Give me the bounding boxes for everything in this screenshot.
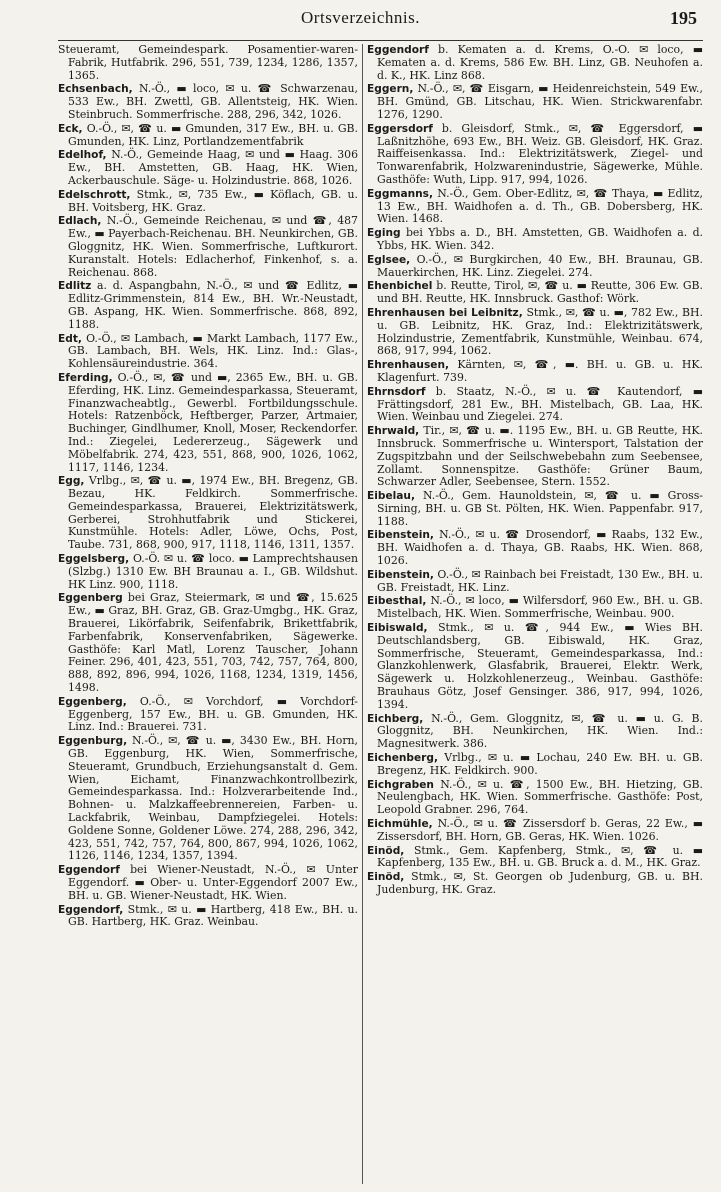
entry-description: bei Wiener-Neustadt, N.-Ö., ✉ Unter Eggendorf. ▬ Ober- u. Unter-Eggendorf 2007 Ew., BH. u. GB. Wiener-Neustadt, HK. Wien. <box>68 863 358 902</box>
entry-place-name: Edlitz <box>58 280 92 293</box>
directory-entry <box>367 622 703 712</box>
entry-place-name: Eichgraben <box>367 778 434 791</box>
header-rule <box>58 40 703 41</box>
entry-description: N.-Ö., ✉ loco, ▬ Wilfersdorf, 960 Ew., BH. u. GB. Mistelbach, HK. Wien. Sommerfrische, Weinbau. 900. <box>377 594 703 621</box>
directory-entry <box>58 149 358 187</box>
entry-place-name: Einöd, <box>367 844 405 857</box>
entry-place-name: Eggendorf <box>367 44 429 56</box>
entry-place-name: Eging <box>367 227 401 240</box>
entry-place-name: Echsenbach, <box>58 83 133 96</box>
entry-description: Stmk., Gem. Kapfenberg, Stmk., ✉, ☎ u. ▬ Kapfenberg, 135 Ew., BH. u. GB. Bruck a. d. M., HK. Graz. <box>377 843 703 870</box>
directory-entry <box>367 752 703 778</box>
entry-description: N.-Ö., Gem. Haunoldstein, ✉, ☎ u. ▬ Gross-Sirning, BH. u. GB St. Pölten, HK. Wien. Pappenfabr. 917, 1188. <box>377 489 703 528</box>
entry-place-name: Eichenberg, <box>367 752 439 765</box>
entry-place-name: Eggendorf <box>58 864 120 877</box>
entry-place-name: Ehrenhausen, <box>367 359 450 372</box>
directory-entry <box>58 372 358 474</box>
entry-place-name: Edelhof, <box>58 149 107 162</box>
entry-place-name: Eglsee, <box>367 253 411 266</box>
entry-description: Vrlbg., ✉, ☎ u. ▬, 1974 Ew., BH. Bregenz, GB. Bezau, HK. Feldkirch. Sommerfrische. Gemeindesparkassa, Brauerei, Elektrizitätswerk, Gerberei, Strohhutfabrik und Stickerei, Kunstmühle. Hotels: Adler, Löwe, Ochs, Post, Taube. 731, 868, 900, 917, 1118, 1146, 1311, 1357. <box>68 474 358 552</box>
page-title: Ortsverzeichnis. <box>301 8 420 27</box>
entry-description: N.-Ö., ▬ loco, ✉ u. ☎ Schwarzenau, 533 Ew., BH. Zwettl, GB. Allentsteig, HK. Wien. Steinbruch. Sommerfrische. 288, 296, 342, 1026. <box>68 82 358 121</box>
entry-place-name: Eggmanns, <box>367 187 434 200</box>
entry-place-name: Eggenburg, <box>58 735 128 748</box>
entry-place-name: Edlach, <box>58 215 102 228</box>
column-divider <box>362 44 363 1184</box>
entry-place-name: Egg, <box>58 475 85 488</box>
directory-entry <box>58 44 358 82</box>
entry-description: N.-Ö., Gemeinde Haag, ✉ und ▬ Haag. 306 Ew., BH. Amstetten, GB. Haag, HK. Wien, Ackerbauschule. Säge- u. Holzindustrie. 868, 1026. <box>68 148 358 187</box>
directory-entry <box>58 592 358 694</box>
entry-place-name: Eibiswald, <box>367 622 428 635</box>
page-header <box>0 6 721 36</box>
directory-entry <box>367 188 703 226</box>
directory-entry <box>58 735 358 863</box>
directory-entry <box>367 871 703 897</box>
entry-place-name: Eferding, <box>58 371 113 384</box>
directory-entry <box>367 386 703 424</box>
entry-description: Tir., ✉, ☎ u. ▬. 1195 Ew., BH. u. GB Reutte, HK. Innsbruck. Sommerfrische u. Wintersport, Talstation der Zugspitzbahn und der Seilschwebebahn zum Seebensee, Zollamt. Sonnenspitze. Gasthöfe: Grüner Baum, Schwarzer Adler, Seebensee, Stern. 1552. <box>377 424 703 489</box>
entry-place-name: Edt, <box>58 332 82 345</box>
entry-place-name: Ehrenhausen bei Leibnitz, <box>367 306 523 319</box>
entry-place-name: Eichmühle, <box>367 818 433 831</box>
entry-description: b. Kematen a. d. Krems, O.-Ö. ✉ loco, ▬ Kematen a. d. Krems, 586 Ew. BH. Linz, GB. Neuhofen a. d. K., HK. Linz 868. <box>377 44 703 82</box>
directory-entry <box>367 818 703 844</box>
directory-entry <box>367 254 703 280</box>
entry-description: Steueramt, Gemeindespark. Posamentier-waren-Fabrik, Hutfabrik. 296, 551, 739, 1234, 1286, 1357, 1365. <box>58 44 358 82</box>
directory-entry <box>367 569 703 595</box>
entry-place-name: Eggelsberg, <box>58 553 130 566</box>
entry-description: bei Ybbs a. D., BH. Amstetten, GB. Waidhofen a. d. Ybbs, HK. Wien. 342. <box>377 226 703 252</box>
entry-description: Kärnten, ✉, ☎, ▬. BH. u. GB. u. HK. Klagenfurt. 739. <box>377 358 703 384</box>
entry-place-name: Einöd, <box>367 871 405 884</box>
directory-entry <box>367 227 703 253</box>
directory-entry <box>58 215 358 279</box>
entry-description: N.-Ö., Gemeinde Reichenau, ✉ und ☎, 487 Ew., ▬ Payerbach-Reichenau. BH. Neunkirchen, GB. Gloggnitz, HK. Wien. Sommerfrische, Luftkurort. Kuranstalt. Hotels: Edlacherhof, Finkenhof, s. a. Reichenau. 868. <box>68 214 358 279</box>
entry-place-name: Ehenbichel <box>367 280 433 293</box>
entry-place-name: Eibesthal, <box>367 595 427 608</box>
directory-entry <box>367 280 703 306</box>
directory-entry <box>367 123 703 187</box>
entry-description: Stmk., ✉, 735 Ew., ▬ Köflach, GB. u. BH. Voitsberg, HK. Graz. <box>68 187 358 214</box>
entry-description: Vrlbg., ✉ u. ▬ Lochau, 240 Ew. BH. u. GB. Bregenz, HK. Feldkirch. 900. <box>377 751 703 777</box>
entry-place-name: Eibenstein, <box>367 529 434 542</box>
directory-entry <box>58 864 358 902</box>
directory-entry <box>367 83 703 121</box>
entry-description: Stmk., ✉, ☎ u. ▬, 782 Ew., BH. u. GB. Leibnitz, HK. Graz, Ind.: Elektrizitätswerk, Holzindustrie, Zementfabrik, Kunstmühle, Weinbau. 674, 868, 917, 994, 1062. <box>377 305 703 358</box>
entry-description: b. Gleisdorf, Stmk., ✉, ☎ Eggersdorf, ▬ Laßnitzhöhe, 693 Ew., BH. Weiz. GB. Gleisdorf, HK. Graz. Raiffeisenkassa. Ind.: Elektrizitätswerk, Ziegel- und Tonwarenfabrik, Holzwarenindustrie, Sägewerke, Mühle. Gasthöfe: Wuth, Lipp. 917, 994, 1026. <box>377 121 703 186</box>
directory-entry <box>58 83 358 121</box>
entry-description: N.-Ö., ✉ u. ☎ Zissersdorf b. Geras, 22 Ew., ▬ Zissersdorf, BH. Horn, GB. Geras, HK. Wien. 1026. <box>377 817 703 843</box>
entry-description: a. d. Aspangbahn, N.-Ö., ✉ und ☎ Edlitz, ▬ Edlitz-Grimmenstein, 814 Ew., BH. Wr.-Neustadt, GB. Aspang, HK. Wien. Sommerfrische. 868, 892, 1188. <box>68 279 358 331</box>
entry-description: bei Graz, Steiermark, ✉ und ☎, 15.625 Ew., ▬ Graz, BH. Graz, GB. Graz-Umgbg., HK. Graz, Brauerei, Likörfabrik, Seifenfabrik, Brikettfabrik, Farbenfabrik, Konservenfabriken, Sägewerke. Gasthöfe: Karl Matl, Lorenz Tauscher, Johann Feiner. 296, 401, 423, 551, 703, 742, 757, 764, 800, 888, 892, 896, 994, 1026, 1168, 1234, 1319, 1456, 1498. <box>68 591 358 695</box>
entry-place-name: Eck, <box>58 122 83 135</box>
entry-place-name: Eibelau, <box>367 490 415 503</box>
directory-entry <box>58 696 358 734</box>
entry-place-name: Ehrnsdorf <box>367 385 426 398</box>
directory-entry <box>367 529 703 567</box>
directory-entry <box>367 595 703 621</box>
entry-description: N.-Ö., Gem. Ober-Edlitz, ✉, ☎ Thaya, ▬ Edlitz, 13 Ew., BH. Waidhofen a. d. Th., GB. Dobersberg, HK. Wien. 1468. <box>377 186 703 226</box>
entry-place-name: Eggendorf, <box>58 903 124 916</box>
directory-entry <box>58 123 358 149</box>
entry-description: Stmk., ✉, St. Georgen ob Judenburg, GB. u. BH. Judenburg, HK. Graz. <box>377 870 703 896</box>
directory-entry <box>367 307 703 358</box>
entry-description: O.-Ö., ✉ Rainbach bei Freistadt, 130 Ew., BH. u. GB. Freistadt, HK. Linz. <box>377 567 703 594</box>
directory-entry <box>58 333 358 371</box>
directory-entry <box>367 779 703 817</box>
entry-description: O.-Ö., ✉ Burgkirchen, 40 Ew., BH. Braunau, GB. Mauerkirchen, HK. Linz. Ziegelei. 274. <box>377 252 703 279</box>
entry-description: O.-Ö., ✉, ☎ und ▬, 2365 Ew., BH. u. GB. Eferding, HK. Linz. Gemeindesparkassa, Steueramt, Finanzwacheabtlg., Gewerbl. Fortbildungsschule. Hotels: Ratzenböck, Heftberger, Parzer, Artmaier, Buchinger, Gindlhumer, Knoll, Moser, Reckendorfer. Ind.: Ziegelei, Ledererzeug., Sägewerk und Möbelfabrik. 274, 423, 551, 868, 900, 1026, 1062, 1117, 1146, 1234. <box>68 370 358 474</box>
entry-description: b. Staatz, N.-Ö., ✉ u. ☎ Kautendorf, ▬ Frättingsdorf, 281 Ew., BH. Mistelbach, GB. Laa, HK. Wien. Weinbau und Ziegelei. 274. <box>377 384 703 424</box>
directory-entry <box>58 280 358 331</box>
entry-description: b. Reutte, Tirol, ✉, ☎ u. ▬ Reutte, 306 Ew. GB. und BH. Reutte, HK. Innsbruck. Gasthof: Wörk. <box>377 279 703 306</box>
entry-place-name: Ehrwald, <box>367 425 420 438</box>
directory-entry <box>58 904 358 930</box>
entry-place-name: Eggersdorf <box>367 122 433 135</box>
directory-entry <box>58 553 358 591</box>
entry-place-name: Eggern, <box>367 83 414 96</box>
entry-description: N.-Ö., ✉, ☎ u. ▬, 3430 Ew., BH. Horn, GB. Eggenburg, HK. Wien, Sommerfrische, Steueramt, Grundbuch, Erziehungsanstalt d. Gem. Wien, Eichamt, Finanzwachkontrollbezirk, Gemeindesparkassa. Ind.: Holzverarbeitende Ind., Bohnen- u. Malzkaffeebrennereien, Farben- u. Lackfabrik, Weinbau, Dampfziegelei. Hotels: Goldene Sonne, Goldener Löwe. 274, 288, 296, 342, 423, 551, 742, 757, 764, 800, 867, 994, 1026, 1062, 1126, 1146, 1234, 1357, 1394. <box>68 734 358 863</box>
directory-entry <box>367 44 703 82</box>
directory-entry <box>58 475 358 552</box>
entry-description: N.-Ö., ✉ u. ☎ Drosendorf, ▬ Raabs, 132 Ew., BH. Waidhofen a. d. Thaya, GB. Raabs, HK. Wien. 868, 1026. <box>377 528 703 568</box>
entry-description: Stmk., ✉ u. ▬ Hartberg, 418 Ew., BH. u. GB. Hartberg, HK. Graz. Weinbau. <box>68 902 358 929</box>
directory-entry <box>367 359 703 385</box>
directory-entry <box>367 845 703 871</box>
entry-description: O.-Ö., ✉ Vorchdorf, ▬ Vorchdorf-Eggenberg, 157 Ew., BH. u. GB. Gmunden, HK. Linz. Ind.: Brauerei. 731. <box>68 694 358 734</box>
right-column <box>367 44 703 1184</box>
page-number: 195 <box>670 8 697 28</box>
directory-entry <box>367 713 703 751</box>
left-column <box>58 44 358 1184</box>
entry-description: O.-Ö., ✉ Lambach, ▬ Markt Lambach, 1177 Ew., GB. Lambach, BH. Wels, HK. Linz. Ind.: Glas-, Kohlensäureindustrie. 364. <box>68 331 358 371</box>
entry-description: Stmk., ✉ u. ☎, 944 Ew., ▬ Wies BH. Deutschlandsberg, GB. Eibiswald, HK. Graz, Sommerfrische, Steueramt, Gemeindesparkassa, Ind.: Glanzkohlenwerk, Glasfabrik, Brauerei, Elektr. Werk, Sägewerk u. Holzkohlenerzeug., Weinbau. Gasthöfe: Brauhaus Götz, Josef Gensinger. 386, 917, 994, 1026, 1394. <box>377 621 703 711</box>
directory-entry <box>58 189 358 215</box>
entry-description: N.-Ö., Gem. Gloggnitz, ✉, ☎ u. ▬ u. G. B. Gloggnitz, BH. Neunkirchen, HK. Wien. Ind.: Magnesitwerk. 386. <box>377 711 703 751</box>
entry-place-name: Eichberg, <box>367 712 424 725</box>
entry-description: O.-Ö., ✉, ☎ u. ▬ Gmunden, 317 Ew., BH. u. GB. Gmunden, HK. Linz, Portlandzementfabrik <box>68 121 358 148</box>
directory-entry <box>367 490 703 528</box>
directory-entry <box>367 425 703 489</box>
entry-place-name: Edelschrott, <box>58 188 131 201</box>
entry-description: N.-Ö., ✉, ☎ Eisgarn, ▬ Heidenreichstein, 549 Ew., BH. Gmünd, GB. Litschau, HK. Wien. Strickwarenfabr. 1276, 1290. <box>377 82 703 121</box>
entry-place-name: Eibenstein, <box>367 568 434 581</box>
entry-place-name: Eggenberg, <box>58 695 127 708</box>
entry-description: N.-Ö., ✉ u. ☎, 1500 Ew., BH. Hietzing, GB. Neulengbach, HK. Wien. Sommerfrische. Gasthöfe: Post, Leopold Grabner. 296, 764. <box>377 777 703 817</box>
entry-description: O.-Ö. ✉ u. ☎ loco. ▬ Lamprechtshausen (Slzbg.) 1310 Ew. BH Braunau a. I., GB. Wildshut. HK Linz. 900, 1118. <box>68 552 358 591</box>
entry-place-name: Eggenberg <box>58 592 123 605</box>
